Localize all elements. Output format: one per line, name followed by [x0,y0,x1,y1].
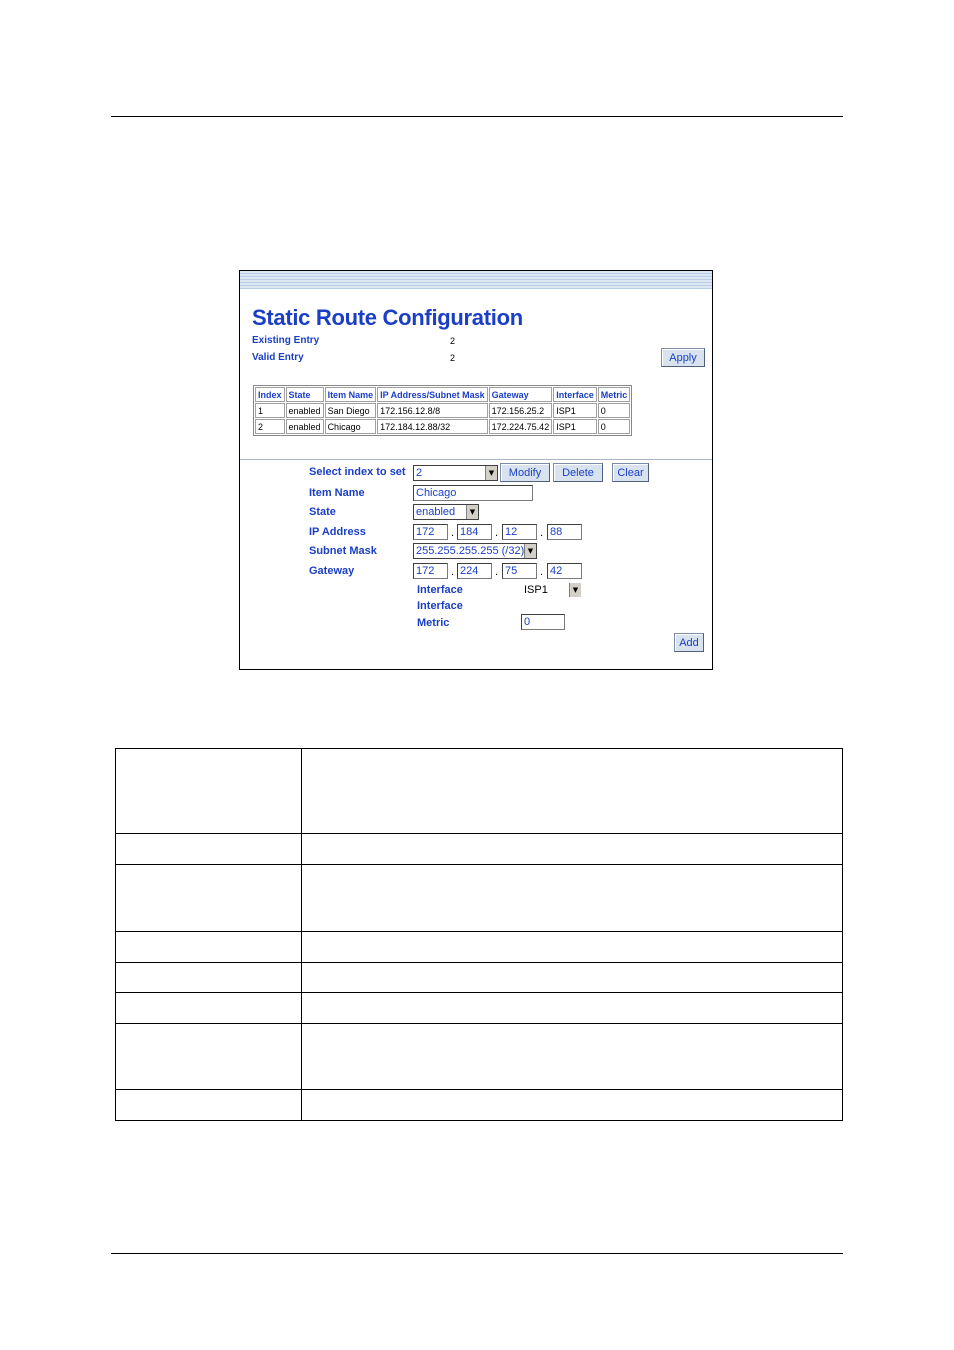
gateway-label: Gateway [309,565,355,577]
table-row [255,403,630,418]
subnet-mask-label: Subnet Mask [309,545,377,557]
table-row [116,1090,843,1121]
cell-index: 2 [255,419,285,434]
table-row [116,993,843,1024]
table-cell [302,749,843,834]
table-row [116,749,843,834]
ip-address-label: IP Address [309,526,366,538]
page-title: Static Route Configuration [252,305,523,330]
octet-separator: . [495,527,499,539]
table-row [116,963,843,993]
header-state: State [286,387,324,402]
state-dropdown[interactable] [413,504,479,520]
existing-entry-label: Existing Entry [252,335,320,346]
item-name-label: Item Name [309,487,365,499]
subnet-mask-value: 255.255.255.255 (/32) [416,545,525,557]
gateway-octet-1[interactable]: 172 [413,563,448,579]
item-name-field[interactable]: Chicago [413,485,533,501]
header-item-name: Item Name [325,387,377,402]
table-cell [116,865,302,932]
chevron-down-icon[interactable]: ▼ [569,583,581,597]
table-cell [116,963,302,993]
cell-ip-subnet: 172.184.12.88/32 [377,419,488,434]
gateway-octet-2[interactable]: 224 [457,563,492,579]
footer-rule [111,1253,843,1254]
select-index-label: Select index to set [309,466,406,478]
existing-entry-value: 2 [450,336,456,346]
chevron-down-icon[interactable]: ▼ [485,466,497,480]
cell-metric: 0 [598,419,631,434]
apply-button[interactable]: Apply [661,348,705,367]
delete-button[interactable]: Delete [553,463,603,482]
cell-index: 1 [255,403,285,418]
header-metric: Metric [598,387,631,402]
static-route-screenshot [239,270,713,670]
table-cell [302,1024,843,1090]
modify-button[interactable]: Modify [500,463,550,482]
table-cell [302,865,843,932]
interface-label-secondary: Interface [417,600,463,612]
table-cell [302,993,843,1024]
table-row [116,1024,843,1090]
table-cell [116,932,302,963]
select-index-value: 2 [416,467,423,479]
ip-octet-4[interactable]: 88 [547,524,582,540]
chevron-down-icon[interactable]: ▼ [466,505,478,519]
routes-header-row [255,387,630,402]
cell-item-name: Chicago [325,419,377,434]
table-cell [116,1090,302,1121]
table-cell [302,1090,843,1121]
metric-field[interactable]: 0 [521,614,565,630]
section-divider [240,459,712,460]
table-cell [116,749,302,834]
valid-entry-value: 2 [450,353,456,363]
state-label: State [309,506,336,518]
table-cell [116,993,302,1024]
table-cell [116,834,302,865]
top-band [240,271,712,289]
gateway-octet-4[interactable]: 42 [547,563,582,579]
cell-state: enabled [286,403,324,418]
gateway-octet-3[interactable]: 75 [502,563,537,579]
state-value: enabled [416,506,456,518]
header-gateway: Gateway [489,387,553,402]
ip-octet-3[interactable]: 12 [502,524,537,540]
ip-octet-1[interactable]: 172 [413,524,448,540]
table-row [116,834,843,865]
cell-interface: ISP1 [553,419,597,434]
table-row [116,865,843,932]
table-cell [302,932,843,963]
header-ip-subnet: IP Address/Subnet Mask [377,387,488,402]
add-button[interactable]: Add [674,633,704,652]
cell-interface: ISP1 [553,403,597,418]
valid-entry-label: Valid Entry [252,352,304,363]
interface-dropdown[interactable] [521,582,582,598]
chevron-down-icon[interactable]: ▼ [524,544,536,558]
interface-value: ISP1 [524,584,548,596]
header-rule [111,116,843,117]
table-row [255,419,630,434]
cell-item-name: San Diego [325,403,377,418]
interface-label: Interface [417,584,463,596]
header-interface: Interface [553,387,597,402]
octet-separator: . [540,527,544,539]
cell-metric: 0 [598,403,631,418]
select-index-dropdown[interactable] [413,465,498,481]
table-row [116,932,843,963]
octet-separator: . [451,566,455,578]
table-cell [302,834,843,865]
cell-gateway: 172.224.75.42 [489,419,553,434]
subnet-mask-dropdown[interactable] [413,543,537,559]
cell-state: enabled [286,419,324,434]
description-table [115,748,843,1121]
table-cell [302,963,843,993]
metric-label: Metric [417,617,450,629]
cell-gateway: 172.156.25.2 [489,403,553,418]
octet-separator: . [451,527,455,539]
routes-table [253,385,632,436]
octet-separator: . [495,566,499,578]
clear-button[interactable]: Clear [612,463,649,482]
cell-ip-subnet: 172.156.12.8/8 [377,403,488,418]
ip-octet-2[interactable]: 184 [457,524,492,540]
header-index: Index [255,387,285,402]
octet-separator: . [540,566,544,578]
table-cell [116,1024,302,1090]
